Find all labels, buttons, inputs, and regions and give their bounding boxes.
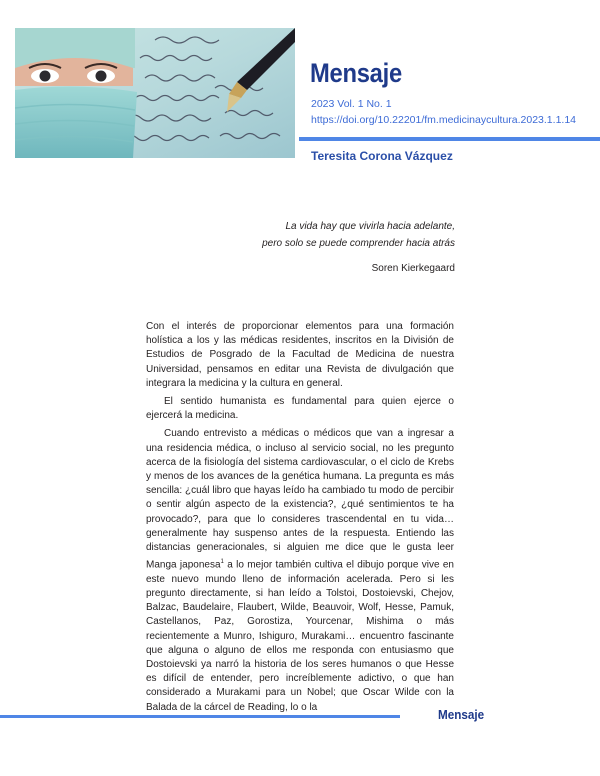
journal-title: Mensaje xyxy=(310,58,402,88)
footnote-ref-1[interactable]: 1 xyxy=(220,559,224,566)
header-image xyxy=(15,28,295,158)
epigraph xyxy=(262,218,455,252)
epigraph-line-1: La vida hay que vivirla hacia adelante, xyxy=(285,221,455,232)
header-rule xyxy=(299,137,600,141)
paragraph-1: Con el interés de proporcionar elementos para una formación holística a los y las médicas residentes, inscritos en la División de Estudios de Posgrado de la Facultad de Medicina de nuestra Universidad, pensamos en editar una Revista de divulgación que integrara la medicina y la cultura en general. xyxy=(146,321,454,389)
author-name: Teresita Corona Vázquez xyxy=(311,149,453,163)
paragraph-2: El sentido humanista es fundamental para quien ejerce o ejercerá la medicina. xyxy=(146,396,454,422)
footer-journal-title: Mensaje xyxy=(438,707,485,722)
header-illustration xyxy=(15,28,295,158)
paragraph-3-part-a: Cuando entrevisto a médicas o médicos que van a ingresar a una residencia médica, o incluso al servicio social, no les pregunto acerca de la fisiología del sistema cardiovascular, o el ciclo de Krebs y menos de los avances de la genética humana. La pregunta es más sencilla: ¿cuál libro que hayas leído ha cambiado tu modo de percibir o sentir algún aspecto de la existencia?, ¿qué sentimientos te ha provocado?, para que lo consideres trascendental en tu vida… generalmente hay suspenso antes de la respuesta. Entiendo las distancias generacionales, si alguien me dice que le gusta leer Manga japonesa xyxy=(146,428,454,571)
paragraph-3 xyxy=(146,427,454,714)
volume-issue: 2023 Vol. 1 No. 1 xyxy=(311,98,392,110)
footer-rule xyxy=(0,715,400,718)
epigraph-line-2: pero solo se puede comprender hacia atrás xyxy=(262,238,455,249)
epigraph-attribution: Soren Kierkegaard xyxy=(371,263,455,274)
doi-link[interactable]: https://doi.org/10.22201/fm.medicinaycultura.2023.1.1.14 xyxy=(311,114,577,126)
paragraph-3-part-b: a lo mejor también cultiva el dibujo porque vive en este nuevo mundo lleno de información acelerada. Pero si les pregunto directamente, si han leído a Tolstoi, Dostoievski, Chejov, Balzac, Baudelaire, Flaubert, Wilde, Beauvoir, Wolf, Hesse, Pamuk, Castellanos, Paz, Gorostiza, Yourcenar, Mishima o más recientemente a Munro, Ishiguro, Murakami… encuentro fascinante que alguna o alguno de ellos me responda con entusiasmo que Dostoievski ya narró la historia de los seres humanos o que Hesse es difícil de entender, pero increíblemente adictivo, o que han considerado a Murakami para un Nobel; que Oscar Wilde con la Balada de la cárcel de Reading, lo o la xyxy=(146,559,454,713)
article-body xyxy=(146,320,454,719)
